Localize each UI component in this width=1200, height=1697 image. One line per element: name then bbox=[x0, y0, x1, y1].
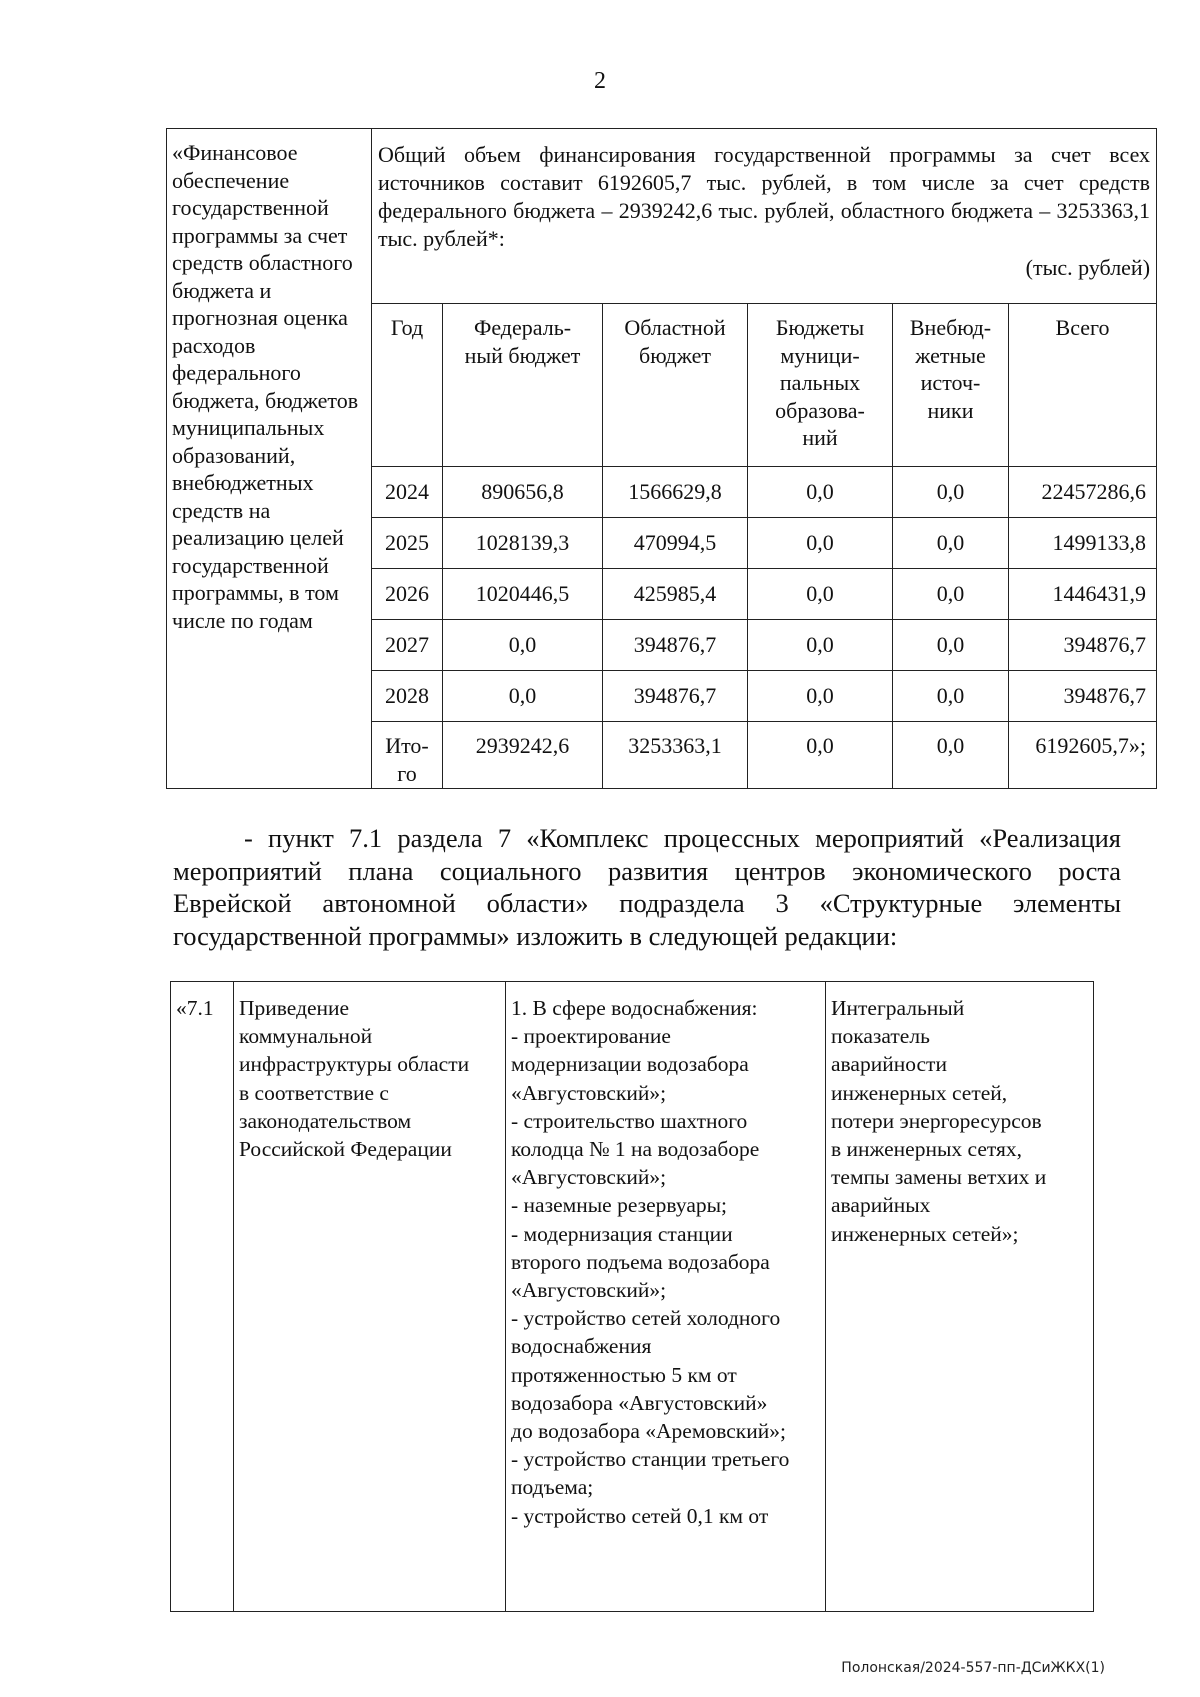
financing-units: (тыс. рублей) bbox=[1025, 255, 1151, 280]
cell-total: 394876,7 bbox=[1009, 620, 1157, 671]
cell-extra: 0,0 bbox=[893, 620, 1009, 671]
item-number: «7.1 bbox=[171, 982, 234, 1612]
header-total-text: Всего bbox=[1055, 315, 1110, 340]
cell-year: 2026 bbox=[372, 569, 443, 620]
amendment-paragraph bbox=[173, 822, 1121, 952]
cell-extra: 0,0 bbox=[893, 722, 1009, 789]
item-measures-line: «Августовский»; bbox=[511, 1165, 667, 1190]
item-title-line: законодательством bbox=[239, 1108, 412, 1133]
cell-federal: 1028139,3 bbox=[443, 518, 603, 569]
item-measures-line: - проектирование bbox=[511, 1024, 671, 1049]
item-title-line: Российской Федерации bbox=[239, 1137, 452, 1162]
cell-total: 22457286,6 bbox=[1009, 467, 1157, 518]
cell-federal: 1020446,5 bbox=[443, 569, 603, 620]
item-indicators-line: аварийных bbox=[831, 1193, 931, 1218]
item-indicators-line: инженерных сетей»; bbox=[831, 1221, 1019, 1246]
cell-total: 6192605,7»; bbox=[1009, 722, 1157, 789]
item-indicators-line: темпы замены ветхих и bbox=[831, 1165, 1047, 1190]
item-indicators-line: в инженерных сетях, bbox=[831, 1137, 1023, 1162]
item-measures-line: водоснабжения bbox=[511, 1334, 652, 1359]
header-extra-text: Внебюд- жетные источ- ники bbox=[909, 315, 992, 423]
item-measures-line: «Августовский»; bbox=[511, 1080, 667, 1105]
item-measures-line: второго подъема водозабора bbox=[511, 1249, 770, 1274]
cell-municipal: 0,0 bbox=[748, 467, 893, 518]
financing-intro bbox=[372, 129, 1157, 304]
item-measures-line: - устройство сетей 0,1 км от bbox=[511, 1503, 769, 1528]
header-total bbox=[1009, 304, 1157, 467]
cell-year: 2027 bbox=[372, 620, 443, 671]
cell-year: 2025 bbox=[372, 518, 443, 569]
item-measures-line: водозабора «Августовский» bbox=[511, 1390, 768, 1415]
cell-federal: 2939242,6 bbox=[443, 722, 603, 789]
item-title-line: коммунальной bbox=[239, 1024, 373, 1049]
item-indicators-line: показатель bbox=[831, 1024, 930, 1049]
cell-municipal: 0,0 bbox=[748, 518, 893, 569]
item-title-line: в соответствие с bbox=[239, 1080, 389, 1105]
item-indicators-line: Интегральный bbox=[831, 996, 965, 1020]
page-number: 2 bbox=[594, 68, 606, 94]
item-title-line: Приведение bbox=[239, 996, 350, 1020]
header-regional bbox=[603, 304, 748, 467]
cell-federal: 0,0 bbox=[443, 671, 603, 722]
financing-intro-text: Общий объем финансирования государственной программы за счет всех источников составит 6192605,7 тыс. рублей, в том числе за счет средств федерального бюджета – 2939242,6 тыс. рублей, областного бюджета – 3253363,1 тыс. рублей*: bbox=[378, 142, 1151, 251]
item-measures-line: - наземные резервуары; bbox=[511, 1193, 728, 1218]
item-indicators-line: аварийности bbox=[831, 1052, 947, 1077]
cell-year-total: Ито- го bbox=[372, 722, 443, 789]
cell-regional: 394876,7 bbox=[603, 620, 748, 671]
cell-year: 2028 bbox=[372, 671, 443, 722]
financing-label: «Финансовое обеспечение государственной программы за счет средств областного бюджета и прогнозная оценка расходов федерального бюджета, бюджетов муниципальных образований, внебюджетных средств на реализацию целей государственной программы, в том числе по годам bbox=[167, 129, 372, 789]
header-regional-text: Областной бюджет bbox=[624, 315, 726, 368]
header-municipal bbox=[748, 304, 893, 467]
header-municipal-text: Бюджеты муници- пальных образова- ний bbox=[775, 315, 865, 450]
cell-federal: 890656,8 bbox=[443, 467, 603, 518]
cell-municipal: 0,0 bbox=[748, 671, 893, 722]
item-measures-line: - устройство станции третьего bbox=[511, 1447, 790, 1472]
cell-extra: 0,0 bbox=[893, 569, 1009, 620]
item-measures bbox=[506, 982, 826, 1612]
cell-federal: 0,0 bbox=[443, 620, 603, 671]
item-measures-line: - строительство шахтного bbox=[511, 1108, 748, 1133]
cell-total: 1499133,8 bbox=[1009, 518, 1157, 569]
table-row bbox=[171, 982, 1094, 1612]
header-year bbox=[372, 304, 443, 467]
amendment-text: - пункт 7.1 раздела 7 «Комплекс процессных мероприятий «Реализация мероприятий плана социального развития центров экономического роста Еврейской автономной области» подраздела 3 «Структурные элементы государственной программы» изложить в следующей редакции: bbox=[173, 823, 1121, 951]
item-measures-line: модернизации водозабора bbox=[511, 1052, 749, 1077]
item-measures-line: 1. В сфере водоснабжения: bbox=[511, 996, 758, 1020]
header-federal-text: Федераль- ный бюджет bbox=[464, 315, 581, 368]
document-footer: Полонская/2024-557-пп-ДСиЖКХ(1) bbox=[841, 1660, 1105, 1676]
item-measures-line: «Августовский»; bbox=[511, 1278, 667, 1303]
header-extra bbox=[893, 304, 1009, 467]
item-title-line: инфраструктуры области bbox=[239, 1052, 470, 1077]
cell-regional: 470994,5 bbox=[603, 518, 748, 569]
item-title bbox=[234, 982, 506, 1612]
item-measures-line: подъема; bbox=[511, 1475, 594, 1500]
cell-regional: 394876,7 bbox=[603, 671, 748, 722]
item-indicators-line: потери энергоресурсов bbox=[831, 1108, 1042, 1133]
cell-extra: 0,0 bbox=[893, 467, 1009, 518]
cell-municipal: 0,0 bbox=[748, 569, 893, 620]
financing-table bbox=[166, 128, 1157, 789]
item-indicators bbox=[826, 982, 1094, 1612]
cell-total: 394876,7 bbox=[1009, 671, 1157, 722]
cell-municipal: 0,0 bbox=[748, 722, 893, 789]
item-indicators-line: инженерных сетей, bbox=[831, 1080, 1008, 1105]
cell-year: 2024 bbox=[372, 467, 443, 518]
header-federal bbox=[443, 304, 603, 467]
item-measures-line: колодца № 1 на водозаборе bbox=[511, 1137, 760, 1162]
cell-regional: 425985,4 bbox=[603, 569, 748, 620]
cell-extra: 0,0 bbox=[893, 671, 1009, 722]
cell-municipal: 0,0 bbox=[748, 620, 893, 671]
structural-elements-table bbox=[170, 981, 1094, 1612]
cell-total: 1446431,9 bbox=[1009, 569, 1157, 620]
cell-regional: 1566629,8 bbox=[603, 467, 748, 518]
cell-extra: 0,0 bbox=[893, 518, 1009, 569]
item-measures-line: протяженностью 5 км от bbox=[511, 1362, 737, 1387]
item-measures-line: до водозабора «Аремовский»; bbox=[511, 1419, 786, 1444]
cell-regional: 3253363,1 bbox=[603, 722, 748, 789]
item-measures-line: - устройство сетей холодного bbox=[511, 1306, 781, 1331]
header-year-text: Год bbox=[390, 315, 424, 340]
item-measures-line: - модернизация станции bbox=[511, 1221, 733, 1246]
